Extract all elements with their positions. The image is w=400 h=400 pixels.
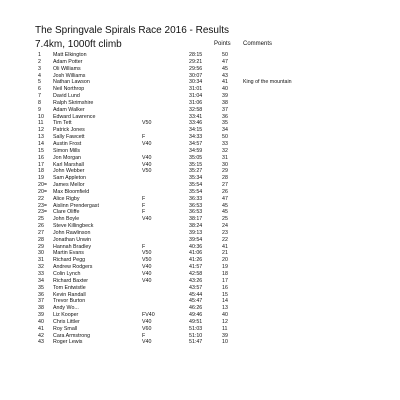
points-cell: 39 — [222, 93, 228, 100]
runner-name-cell: Jon Morgan — [53, 154, 81, 161]
position-cell: 5 — [38, 79, 41, 86]
runner-name-cell: Aislinn Prendergast — [53, 202, 99, 209]
runner-name-cell: Tom Entwistle — [53, 284, 86, 291]
finish-time-cell: 35:34 — [189, 175, 203, 182]
points-cell: 36 — [222, 113, 228, 120]
runner-name-cell: Patrick Jones — [53, 127, 85, 134]
position-cell: 2 — [38, 58, 41, 65]
table-row — [0, 127, 400, 134]
position-cell: 23= — [38, 202, 47, 209]
points-cell: 19 — [222, 264, 228, 271]
finish-time-cell: 31:01 — [189, 86, 203, 93]
points-cell: 16 — [222, 284, 228, 291]
runner-name-cell: Adam Walker — [53, 106, 85, 113]
position-cell: 8 — [38, 99, 41, 106]
runner-name-cell: Colin Lynch — [53, 271, 81, 277]
position-cell: 38 — [38, 305, 44, 312]
table-row — [0, 59, 400, 66]
position-cell: 7 — [38, 93, 41, 100]
table-row — [0, 250, 400, 257]
points-cell: 41 — [222, 79, 228, 86]
finish-time-cell: 42:58 — [189, 271, 203, 277]
category-cell: F — [142, 195, 146, 202]
points-cell: 41 — [222, 243, 228, 250]
finish-time-cell: 41:57 — [189, 264, 203, 271]
runner-name-cell: John Rawlinson — [53, 229, 91, 236]
position-cell: 36 — [38, 291, 44, 298]
finish-time-cell: 34:15 — [189, 127, 203, 134]
runner-name-cell: Neil Northrop — [53, 86, 85, 93]
runner-name-cell: Alice Rigby — [53, 195, 80, 202]
position-cell: 20= — [38, 188, 47, 195]
position-cell: 33 — [38, 271, 44, 277]
runner-name-cell: Roger Lewis — [53, 339, 83, 346]
finish-time-cell: 49:46 — [189, 312, 203, 319]
points-cell: 33 — [222, 140, 228, 147]
table-row — [0, 155, 400, 162]
table-row — [0, 52, 400, 59]
points-cell: 50 — [222, 134, 228, 141]
position-cell: 40 — [38, 318, 44, 325]
finish-time-cell: 33:46 — [189, 120, 203, 127]
category-cell: V40 — [142, 277, 152, 284]
comments-column-header: Comments — [243, 41, 273, 47]
points-cell: 50 — [222, 52, 228, 58]
finish-time-cell: 45:47 — [189, 298, 203, 305]
category-cell: V50 — [142, 257, 152, 264]
finish-time-cell: 28:15 — [189, 52, 203, 58]
points-cell: 34 — [222, 127, 228, 134]
category-cell: V60 — [142, 325, 152, 332]
finish-time-cell: 45:44 — [189, 291, 203, 298]
finish-time-cell: 36:33 — [189, 195, 203, 202]
points-cell: 28 — [222, 175, 228, 182]
runner-name-cell: Liz Kooper — [53, 312, 79, 319]
table-row — [0, 114, 400, 121]
category-cell: F — [142, 332, 146, 339]
points-cell: 31 — [222, 154, 228, 161]
table-row — [0, 107, 400, 114]
runner-name-cell: Richard Pegg — [53, 257, 86, 264]
finish-time-cell: 34:57 — [189, 140, 203, 147]
finish-time-cell: 46:26 — [189, 305, 203, 312]
points-cell: 21 — [222, 250, 228, 257]
runner-name-cell: Cara Armstrong — [53, 332, 91, 339]
runner-name-cell: Hannah Bradley — [53, 243, 91, 250]
table-row — [0, 141, 400, 148]
finish-time-cell: 35:54 — [189, 188, 203, 195]
finish-time-cell: 31:06 — [189, 99, 203, 106]
finish-time-cell: 29:56 — [189, 65, 203, 72]
runner-name-cell: Josh Williams — [53, 72, 86, 79]
table-row — [0, 66, 400, 73]
finish-time-cell: 32:58 — [189, 106, 203, 113]
table-row — [0, 326, 400, 333]
table-row — [0, 237, 400, 244]
points-cell: 35 — [222, 120, 228, 127]
category-cell: V50 — [142, 120, 152, 127]
points-cell: 11 — [222, 325, 228, 332]
table-row — [0, 189, 400, 196]
points-cell: 29 — [222, 168, 228, 175]
points-cell: 10 — [222, 339, 228, 346]
position-cell: 9 — [38, 106, 41, 113]
table-row — [0, 244, 400, 251]
position-cell: 14 — [38, 140, 44, 147]
position-cell: 39 — [38, 312, 44, 319]
points-cell: 47 — [222, 58, 228, 65]
runner-name-cell: Clare Oliffe — [53, 209, 80, 216]
points-cell: 32 — [222, 147, 228, 154]
points-cell: 45 — [222, 209, 228, 216]
runner-name-cell: John Boyle — [53, 216, 80, 223]
category-cell: V40 — [142, 140, 152, 147]
table-row — [0, 216, 400, 223]
runner-name-cell: Karl Marshall — [53, 161, 84, 168]
finish-time-cell: 34:33 — [189, 134, 203, 141]
points-cell: 27 — [222, 182, 228, 189]
runner-name-cell: Nathan Lawson — [53, 79, 90, 86]
finish-time-cell: 43:57 — [189, 284, 203, 291]
category-cell: F — [142, 134, 146, 141]
runner-name-cell: Sam Appleton — [53, 175, 86, 182]
finish-time-cell: 38:24 — [189, 223, 203, 230]
points-cell: 45 — [222, 65, 228, 72]
runner-name-cell: Tim Tett — [53, 120, 72, 127]
runner-name-cell: Steve Killingbeck — [53, 223, 94, 230]
position-cell: 10 — [38, 113, 44, 120]
points-cell: 45 — [222, 202, 228, 209]
finish-time-cell: 51:47 — [189, 339, 203, 346]
runner-name-cell: James Mellor — [53, 182, 85, 189]
finish-time-cell: 31:04 — [189, 93, 203, 100]
position-cell: 23= — [38, 209, 47, 216]
table-row — [0, 319, 400, 326]
points-column-header: Points — [214, 41, 231, 47]
position-cell: 11 — [38, 120, 44, 127]
position-cell: 41 — [38, 325, 44, 332]
results-table — [0, 52, 400, 346]
table-row — [0, 86, 400, 93]
category-cell: V40 — [142, 318, 152, 325]
table-row — [0, 339, 400, 346]
position-cell: 26 — [38, 223, 44, 230]
points-cell: 40 — [222, 312, 228, 319]
position-cell: 3 — [38, 65, 41, 72]
table-row — [0, 73, 400, 80]
finish-time-cell: 34:59 — [189, 147, 203, 154]
runner-name-cell: Andrew Rodgers — [53, 264, 93, 271]
position-cell: 15 — [38, 147, 44, 154]
finish-time-cell: 35:27 — [189, 168, 203, 175]
finish-time-cell: 39:13 — [189, 229, 203, 236]
runner-name-cell: Oli Williams — [53, 65, 81, 72]
runner-name-cell: Sally Fawcett — [53, 134, 85, 141]
category-cell: F — [142, 243, 146, 250]
table-row — [0, 285, 400, 292]
position-cell: 31 — [38, 257, 44, 264]
table-row — [0, 182, 400, 189]
table-row — [0, 333, 400, 340]
position-cell: 43 — [38, 339, 44, 346]
points-cell: 18 — [222, 271, 228, 277]
table-row — [0, 209, 400, 216]
table-row — [0, 196, 400, 203]
position-cell: 4 — [38, 72, 41, 79]
position-cell: 27 — [38, 229, 44, 236]
table-row — [0, 148, 400, 155]
points-cell: 15 — [222, 291, 228, 298]
category-cell: V40 — [142, 339, 152, 346]
finish-time-cell: 30:34 — [189, 79, 203, 86]
position-cell: 25 — [38, 216, 44, 223]
runner-name-cell: Andy Wo... — [53, 305, 79, 312]
runner-name-cell: Trevor Burton — [53, 298, 86, 305]
table-row — [0, 305, 400, 312]
finish-time-cell: 36:53 — [189, 209, 203, 216]
position-cell: 6 — [38, 86, 41, 93]
table-row — [0, 93, 400, 100]
position-cell: 18 — [38, 168, 44, 175]
finish-time-cell: 49:51 — [189, 318, 203, 325]
position-cell: 17 — [38, 161, 44, 168]
table-row — [0, 312, 400, 319]
finish-time-cell: 30:07 — [189, 72, 203, 79]
points-cell: 24 — [222, 223, 228, 230]
table-row — [0, 134, 400, 141]
finish-time-cell: 41:26 — [189, 257, 203, 264]
position-cell: 19 — [38, 175, 44, 182]
table-row — [0, 292, 400, 299]
runner-name-cell: Max Bloomfield — [53, 188, 90, 195]
position-cell: 30 — [38, 250, 44, 257]
table-row — [0, 120, 400, 127]
category-cell: V40 — [142, 264, 152, 271]
position-cell: 34 — [38, 277, 44, 284]
category-cell: V40 — [142, 161, 152, 168]
runner-name-cell: Simon Mills — [53, 147, 81, 154]
table-row — [0, 264, 400, 271]
table-row — [0, 230, 400, 237]
points-cell: 17 — [222, 277, 228, 284]
finish-time-cell: 38:17 — [189, 216, 203, 223]
points-cell: 14 — [222, 298, 228, 305]
table-row — [0, 271, 400, 278]
finish-time-cell: 39:54 — [189, 236, 203, 243]
position-cell: 28 — [38, 236, 44, 243]
points-cell: 43 — [222, 72, 228, 79]
category-cell: V50 — [142, 250, 152, 257]
race-details: 7.4km, 1000ft climb — [35, 39, 122, 50]
runner-name-cell: Chris Littler — [53, 318, 80, 325]
points-cell: 37 — [222, 106, 228, 113]
points-cell: 22 — [222, 236, 228, 243]
position-cell: 12 — [38, 127, 44, 134]
runner-name-cell: Jonathan Unwin — [53, 236, 91, 243]
points-cell: 47 — [222, 195, 228, 202]
table-row — [0, 162, 400, 169]
runner-name-cell: Adam Potter — [53, 58, 83, 65]
runner-name-cell: David Lund — [53, 93, 80, 100]
points-cell: 40 — [222, 86, 228, 93]
finish-time-cell: 51:03 — [189, 325, 203, 332]
table-row — [0, 168, 400, 175]
category-cell: V40 — [142, 154, 152, 161]
finish-time-cell: 43:26 — [189, 277, 203, 284]
table-row — [0, 278, 400, 285]
points-cell: 26 — [222, 188, 228, 195]
table-row — [0, 175, 400, 182]
finish-time-cell: 41:06 — [189, 250, 203, 257]
comment-cell: King of the mountain — [243, 79, 292, 86]
points-cell: 20 — [222, 257, 228, 264]
table-row — [0, 100, 400, 107]
category-cell: V40 — [142, 216, 152, 223]
points-cell: 12 — [222, 318, 228, 325]
finish-time-cell: 51:10 — [189, 332, 203, 339]
runner-name-cell: Roy Small — [53, 325, 78, 332]
points-cell: 39 — [222, 332, 228, 339]
page-title: The Springvale Spirals Race 2016 - Results — [35, 25, 229, 36]
finish-time-cell: 35:05 — [189, 154, 203, 161]
runner-name-cell: Richard Baxter — [53, 277, 89, 284]
category-cell: FV40 — [142, 312, 155, 319]
position-cell: 29 — [38, 243, 44, 250]
finish-time-cell: 36:53 — [189, 202, 203, 209]
points-cell: 38 — [222, 99, 228, 106]
points-cell: 23 — [222, 229, 228, 236]
finish-time-cell: 29:21 — [189, 58, 203, 65]
runner-name-cell: John Webber — [53, 168, 85, 175]
points-cell: 13 — [222, 305, 228, 312]
runner-name-cell: Austin Frost — [53, 140, 82, 147]
position-cell: 22 — [38, 195, 44, 202]
points-cell: 30 — [222, 161, 228, 168]
position-cell: 35 — [38, 284, 44, 291]
position-cell: 20= — [38, 182, 47, 189]
finish-time-cell: 35:15 — [189, 161, 203, 168]
points-cell: 25 — [222, 216, 228, 223]
runner-name-cell: Edward Lawrence — [53, 113, 96, 120]
position-cell: 13 — [38, 134, 44, 141]
category-cell: V50 — [142, 168, 152, 175]
position-cell: 32 — [38, 264, 44, 271]
table-row — [0, 223, 400, 230]
category-cell: V40 — [142, 271, 152, 277]
table-row — [0, 298, 400, 305]
table-row — [0, 257, 400, 264]
position-cell: 42 — [38, 332, 44, 339]
runner-name-cell: Matt Elkington — [53, 52, 87, 58]
position-cell: 16 — [38, 154, 44, 161]
finish-time-cell: 33:41 — [189, 113, 203, 120]
runner-name-cell: Martin Evans — [53, 250, 84, 257]
finish-time-cell: 35:54 — [189, 182, 203, 189]
table-row — [0, 79, 400, 86]
finish-time-cell: 40:36 — [189, 243, 203, 250]
runner-name-cell: Ralph Skrimshire — [53, 99, 94, 106]
table-row — [0, 203, 400, 210]
category-cell: F — [142, 202, 146, 209]
runner-name-cell: Kevin Randall — [53, 291, 86, 298]
position-cell: 1 — [38, 52, 41, 58]
position-cell: 37 — [38, 298, 44, 305]
category-cell: F — [142, 209, 146, 216]
